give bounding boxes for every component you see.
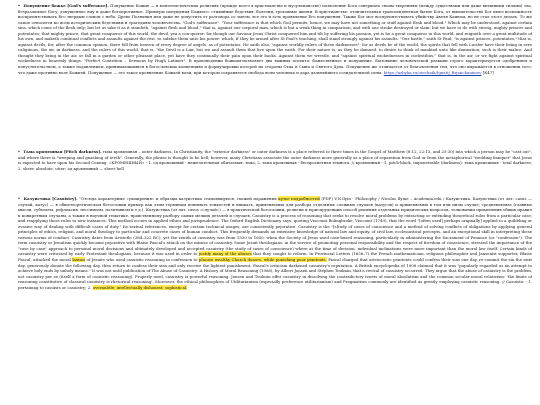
bullet-marker: *	[18, 3, 21, 8]
highlighted-phrase: overnubtle; intellectually dishonest; sophistical.	[92, 284, 188, 290]
highlighted-phrase: placate wealthy Church donors, while punishing poor penitents.	[198, 257, 327, 263]
highlighted-phrase: laxism	[72, 257, 86, 263]
entry-body-continued: that they sought to reform. In Provincial Letters (1656–7) the French mathematician, religious philosopher and Jansenist supporter, Blaise Pascal, attacked the moral	[18, 251, 532, 263]
bullet-marker: *	[18, 149, 21, 154]
entry-body-continued: of Jesuits who used casuistic reasoning in confession to	[86, 257, 198, 263]
entry-body: тьма кромешная – outer darkness. In Christianity, the "exterior darkness" or outer darkness is a place referred to three times in the Gospel of Matthew (8:12, 22:13, and 25:30) into which a person may be "cast out", and where there is "weeping and gnashing of teeth". Generally, the phrase is thought to be hell; however, many Christians associate the outer darkness more generally as a place of separation from God or from the metaphorical "wedding banquet" that Jesus is expected to have upon his Second Coming. «КРОМЕШНЫЙ» - 1. од.кромешный - нежелательная обитаемая, тьма; 2. тьма кромешная - беспросветная темнота. // кромешный - 1. pitch-black, impenetrable (darkness): тьма кромешная - total darkness; 2. sheer, absolute, utter: ад кромешный — sheer hell	[18, 149, 532, 171]
entry-term: Попущение божье [God's sufferance].	[23, 3, 109, 8]
source-link[interactable]: https://azbyka.ru/otechnik/Ignatij_Brjanchaninov/	[383, 69, 482, 75]
entry-body: Попущение Божие — в монотеистических религиях (прежде всего в христианстве и мусульманстве) позволение Бога совершать своим творениям (между существами или даже внешними силами) зла, безразличное Богу, допущенное ему и даже богопротивное. Примеры попущения Божьего: стихийные бедствия, болезни, греховные жизни. В христианстве: отличительная трансцендентная бытие Бога, от вмешательства Бог имел возможность воспрепятствовать Его твердым словом с неба. Древо Познания или даже не допустить от разговора со змеем, все это и есть проявление Его попущения. Также Бог мог воспрепятствовать убийству Авеля Каином, но не стал этого делать. То же самое относится ко всем историческим бедствиям и трагедиям человечества. "God's sufferance". "Your sufferance is that which God permits; hence, we may have not something or stuff against flesh and blood." Which may be understood, against certain sins, which come of the flesh only; but let us take it as it standeth, "against flesh and blood," that is, against our corporal man, which is but a weak thing in comparison, and with one stroke destroyed or slain: but we have to do with strong, mighty princes and potentates; that mighty prince, that great conqueror of this world, the devil, yea a con-querer: for though our Saviour Jesus Christ conquered him and tilt by suffering his passion, yet is he a great conqueror in this world, and reigneth over a great multitude of his own, and maketh continual conflicts and assaults against the rest, to subdue them unto his power: which, if they be armed after St Paul's teaching, shall stand strongly against his assaults. "Our battle," saith St Paul, "is against princes, potentates," that is, against devils; for, after the common opinion, there fell from heaven of every degree of angels, as of potentates. He saith also, "against worldly rulers of these darknesses": for as devils be of the world, the spirits that fell with Lucifer have their being in sere caliginous, the air, in darkness, and the rulers of this world, that is, "the Devil is a Liar, but we and assault them that live upon the earth. For their nature is, as they be damned, to desire to think of mankind unto like damnation; such is their malice. And thought they bring in the air, or fall in a garden or other pleasant place, yet have they continually their pain upon their backs. Against them we wrestle, and "against spiritual wickednesses in coelestibus," that is, in the air; or we fight against spiritual wickedness in heavenly things. "Perfect Contrition – Sermons by Hugh Latimer". В произведении божьим-позволяет два важных аспекта: божественное и попущение. Бытование человеческой реакции строго характеризуется одобрением и попустительством, а также подавлением, принимающимися в богословских концепциях и формулировки которой на стороны Отца и Сына и Святого Духа. Попущение же отличается от благоволения тем, что оно выражается в отношении того, что даже противно воле Божией. Попущение — это такое проявление Божьей воли, при котором сохраняется свобода воли человека и дара дальнейшего созидательной силы.	[18, 3, 532, 75]
entry-tail: [К47]	[482, 69, 494, 75]
entry-gods-sufferance	[18, 3, 532, 144]
entry-casuistry	[18, 196, 532, 403]
entry-body: "Отсюда характерные «ухищрения» и образцы казуистика становящуюся, схожей поражения	[79, 196, 277, 201]
highlighted-phrase: justify many of the abuses	[198, 251, 252, 257]
entry-pitch-darkness	[18, 149, 532, 191]
bullet-marker: *	[18, 196, 21, 201]
entry-term: Тьма кромешная [Pitch darkness].	[23, 149, 102, 154]
entry-term: Казуистика [Casuistry].	[23, 196, 78, 201]
entry-body-continued: (PDF) V.N.Ilyin - Philosophy / Nicolas Ilyine – Academia.edu / Казуистика. Казуистика (от лат. casus — случай, казус) — в общетеоретическом богословии пример как этим терминам понимать тонкостей и вникать, применяемых для разбора отдельных сложных случаев (казусов) и применяемых в том или ином случае; средневековье (главные мысли, субъекты, рефлексия, пессимизм, позитивизм и т.д.). Казуистика (от лат. casus «случай») — в практической богословии, религии и юриспруденции способ решения отдельных юридических вопросов, толковании применения общих правил к конкретным случаям, а также в научной тематике, нравственному разбору самых мелких деталей и случаев. Casuistry is a process of reasoning that seeks to resolve moral problems by extracting or extending theoretical rules from a particular case, and reapplying those rules to new instances. This method occurs in applied ethics and jurisprudence. The Oxford English Dictionary says, quoting Viscount Bolingbroke, Viscount (1749), that the word "[often used] perhaps originally] applied to a quibbling or evasive way of dealing with difficult cases of duty." Its textual references, except for certain technical usages, are consistently pejorative. Casuistry is the "[s]tudy of cases of conscience and a method of solving conflicts of obligations by applying general principles of ethics, religion, and moral theology to particular and concrete cases of human conduct. This frequently demands an extensive knowledge of natural law and equity, of civil law, ecclesiastical precepts, and an exceptional skill in interpreting these various norms of conduct. Casuistry dates from Aristotle (384–322 BC), yet the zenith of casuistry was from 1550 to 1650, when the Society of Jesus used case-based reasoning, particularly in administering the Sacrament of Penance (or "confession"). The term casuistry or Jesuitism quickly became pejorative with Blaise Pascal's attack on the misuse of casuistry. Some Jesuit theologians, in the service of promoting personal responsibility and the respect of freedom of conscience, stressed the importance of the "case by case" approach to personal moral decisions and ultimately developed and accepted casuistry (the study of cases of conscience) where at the time of decision, individual inclinations were more important than the moral law itself. Certain kinds of casuistry were criticized by early Protestant theologians, because it was used in order to	[18, 196, 532, 257]
entry-body-continued: Pascal charged that aristocratic penitents could confess their sins one day, re-commit the sin the next day, generously donate the following day, then return to confess their sins and only receive the lightest punishment. Pascal's criticism darkened casuistry's reputation. A British encyclopedia of 1908 claimed that it was "popularly regarded as an attempt to achieve holy ends by unholy means." It was not until publication of The Abuse of Casuistry: A History of Moral Reasoning (1988), by Albert Jonsen and Stephen Toulmin, that a revival of casuistry occurred. They argue that the abuse of casuistry is the problem, not casuistry per se (itself a form of casuistic reasoning). Properly used, casuistry is powerful reasoning. Jonsen and Toulmin offer casuistry in dissolving the contradictory tenets of moral absolutism and the common secular moral relativism: 'the limits of reasoning constitutive of classical casuistry is rhetorical reasoning'. Moreover, the ethical philosophies of Utilitarianism (especially preference utilitarianism) and Pragmatism commonly are identified as greatly employing casuistic reasoning. // Casuistic - 1. pertaining to casuists or casuistry; 2.	[18, 257, 532, 290]
highlighted-phrase: кутье подробностей	[278, 196, 320, 201]
